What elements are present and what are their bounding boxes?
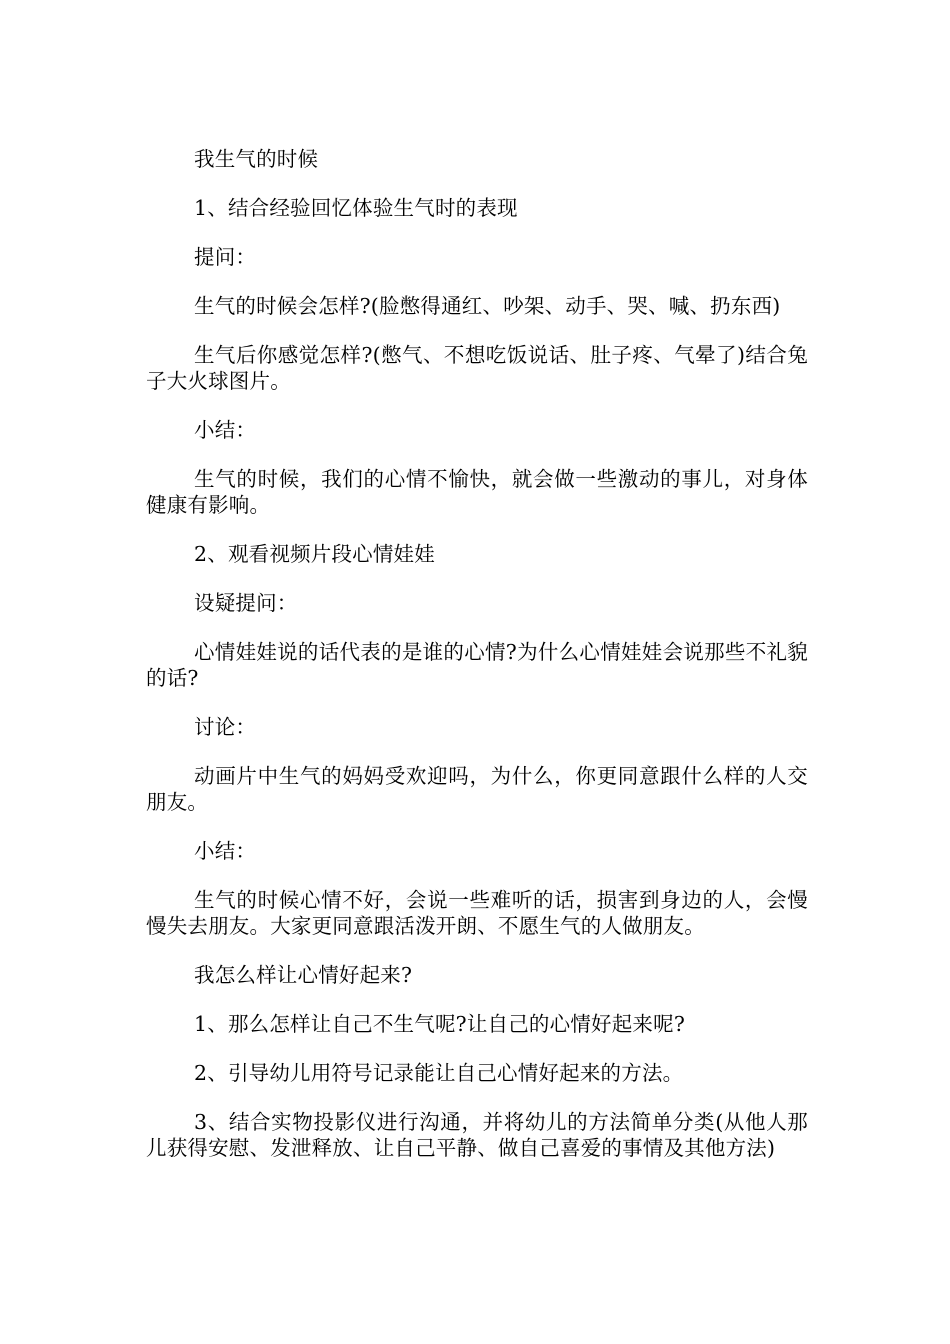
label-text: 小结： xyxy=(194,418,257,442)
section-heading: 我生气的时候 xyxy=(194,147,319,171)
step-heading: 2、观看视频片段心情娃娃 xyxy=(194,542,435,566)
step-heading: 3、结合实物投影仪进行沟通，并将幼儿的方法简单分类(从他人那儿获得安慰、发泄释放、让自己平静、做自己喜爱的事情及其他方法) xyxy=(146,1110,808,1160)
step-heading: 2、引导幼儿用符号记录能让自己心情好起来的方法。 xyxy=(194,1061,684,1085)
body-paragraph: 生气的时候心情不好，会说一些难听的话，损害到身边的人，会慢慢失去朋友。大家更同意跟活泼开朗、不愿生气的人做朋友。 xyxy=(146,888,808,938)
body-paragraph: 生气后你感觉怎样?(憋气、不想吃饭说话、肚子疼、气晕了)结合兔子大火球图片。 xyxy=(146,343,808,393)
label-text: 讨论： xyxy=(194,715,257,739)
label-text: 设疑提问： xyxy=(194,591,298,615)
step-heading: 1、结合经验回忆体验生气时的表现 xyxy=(194,196,518,220)
label-text: 提问： xyxy=(194,245,257,269)
body-paragraph: 生气的时候会怎样?(脸憋得通红、吵架、动手、哭、喊、扔东西) xyxy=(194,294,781,318)
body-paragraph: 生气的时候，我们的心情不愉快，就会做一些激动的事儿，对身体健康有影响。 xyxy=(146,467,808,517)
document-page xyxy=(146,146,808,1161)
body-paragraph: 心情娃娃说的话代表的是谁的心情?为什么心情娃娃会说那些不礼貌的话? xyxy=(146,640,808,690)
label-text: 小结： xyxy=(194,839,257,863)
body-paragraph: 动画片中生气的妈妈受欢迎吗，为什么，你更同意跟什么样的人交朋友。 xyxy=(146,764,808,814)
section-heading: 我怎么样让心情好起来? xyxy=(194,963,413,987)
step-heading: 1、那么怎样让自己不生气呢?让自己的心情好起来呢? xyxy=(194,1012,686,1036)
